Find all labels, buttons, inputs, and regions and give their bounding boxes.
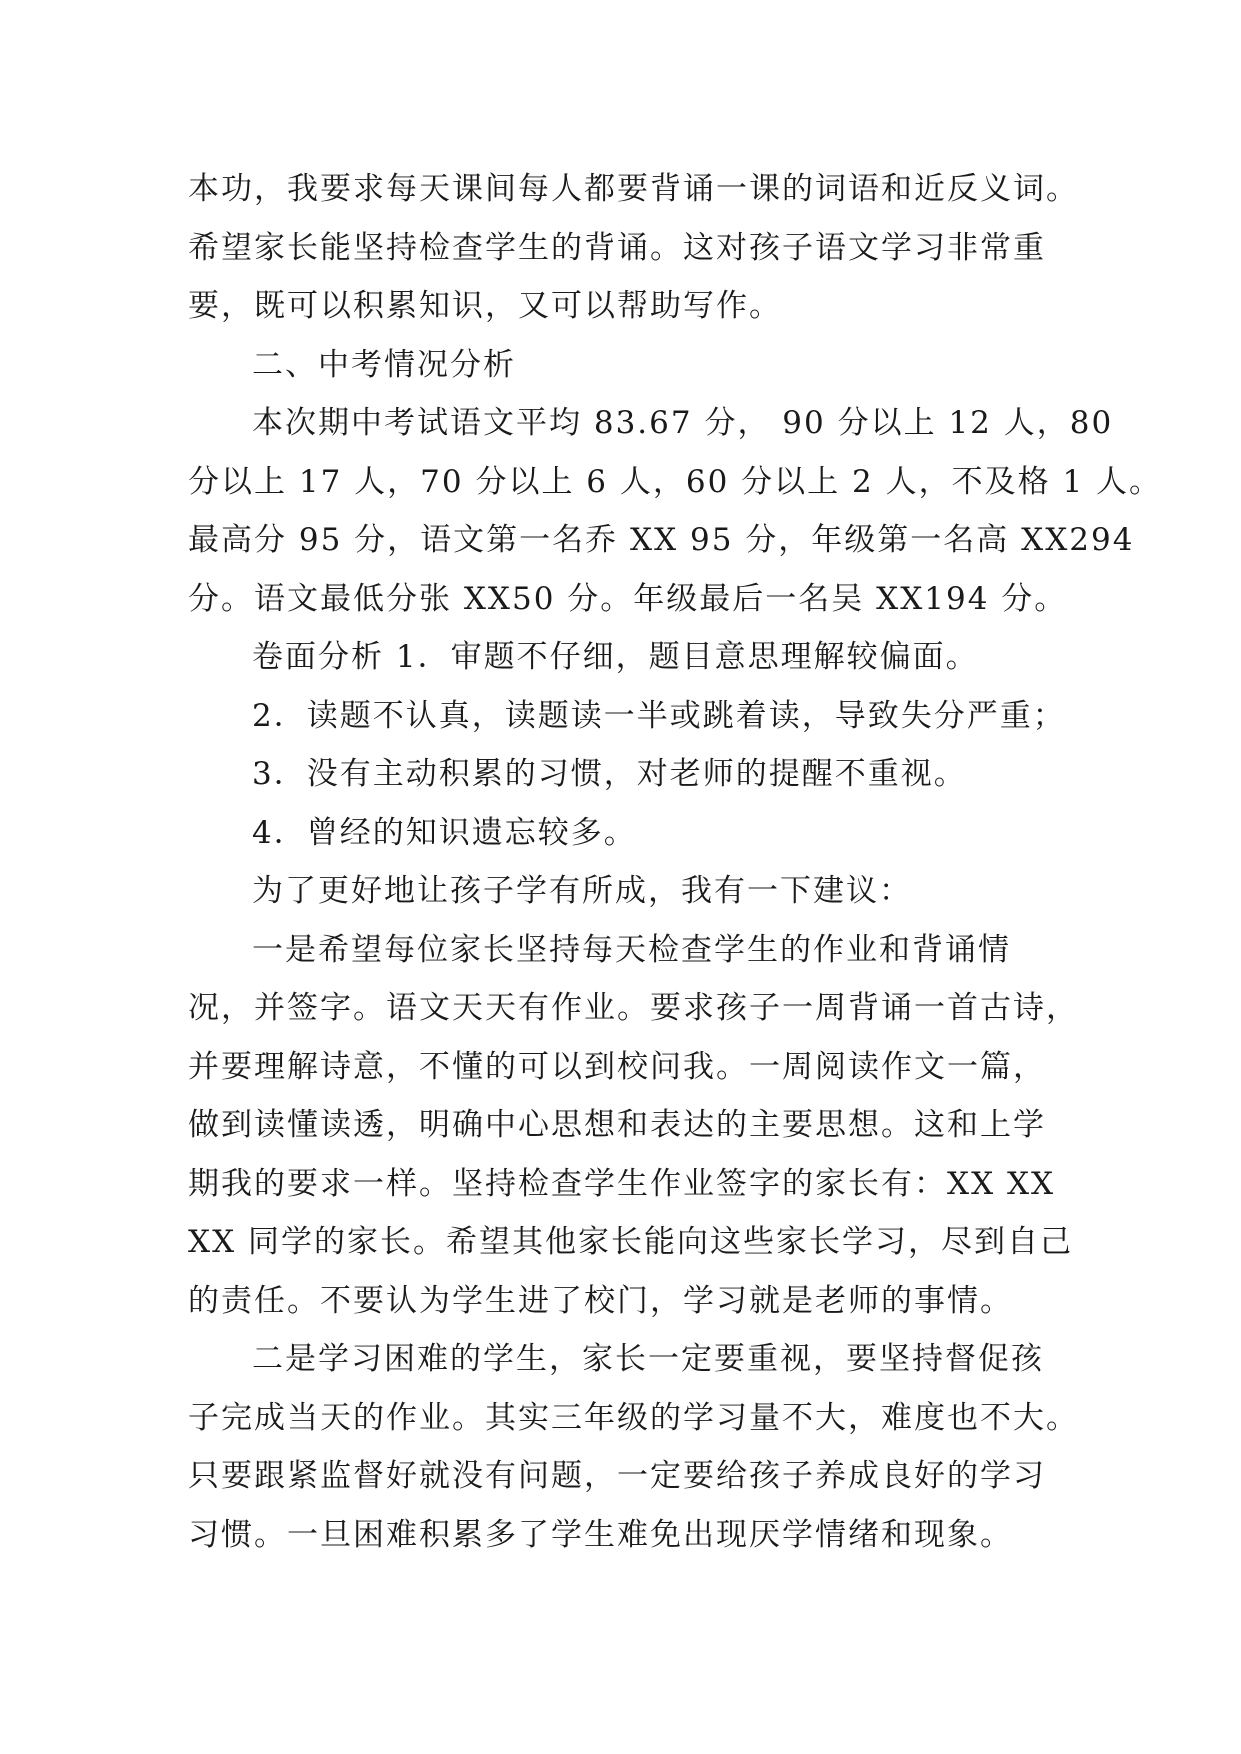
text-line: 分以上 17 人，70 分以上 6 人，60 分以上 2 人，不及格 1 人。	[188, 463, 1163, 500]
text-line: 本功，我要求每天课间每人都要背诵一课的词语和近反义词。	[188, 171, 1079, 207]
text-line: 习惯。一旦困难积累多了学生难免出现厌学情绪和现象。	[188, 1516, 1013, 1553]
text-line: 要，既可以积累知识，又可以帮助写作。	[188, 288, 782, 324]
text-line: 的责任。不要认为学生进了校门，学习就是老师的事情。	[188, 1282, 1013, 1319]
text-line: 3．没有主动积累的习惯，对老师的提醒不重视。	[252, 756, 967, 792]
text-line: 最高分 95 分，语文第一名乔 XX 95 分，年级第一名高 XX294	[188, 522, 1135, 558]
text-line: 希望家长能坚持检查学生的背诵。这对孩子语文学习非常重	[188, 229, 1046, 266]
text-line: 并要理解诗意，不懂的可以到校问我。一周阅读作文一篇，	[188, 1048, 1046, 1085]
text-line: 子完成当天的作业。其实三年级的学习量不大，难度也不大。	[188, 1399, 1079, 1436]
text-line: 期我的要求一样。坚持检查学生作业签字的家长有：XX XX	[188, 1165, 1056, 1202]
text-line: 4．曾经的知识遗忘较多。	[252, 814, 637, 851]
text-line: 况，并签字。语文天天有作业。要求孩子一周背诵一首古诗，	[188, 990, 1079, 1026]
text-line: 一是希望每位家长坚持每天检查学生的作业和背诵情	[252, 931, 1011, 968]
text-line: XX 同学的家长。希望其他家长能向这些家长学习，尽到自己	[188, 1224, 1073, 1260]
text-line: 做到读懂读透，明确中心思想和表达的主要思想。这和上学	[188, 1107, 1046, 1143]
text-line: 二、中考情况分析	[252, 346, 516, 383]
text-line: 为了更好地让孩子学有所成，我有一下建议：	[252, 873, 912, 909]
text-line: 二是学习困难的学生，家长一定要重视，要坚持督促孩	[252, 1341, 1044, 1377]
text-line: 卷面分析 1．审题不仔细，题目意思理解较偏面。	[252, 639, 979, 675]
text-line: 分。语文最低分张 XX50 分。年级最后一名吴 XX194 分。	[188, 580, 1068, 617]
text-line: 2．读题不认真，读题读一半或跳着读，导致失分严重；	[252, 697, 1066, 734]
text-line: 本次期中考试语文平均 83.67 分， 90 分以上 12 人，80	[252, 405, 1114, 441]
document-body	[188, 160, 1163, 1564]
text-line: 只要跟紧监督好就没有问题，一定要给孩子养成良好的学习	[188, 1458, 1046, 1494]
